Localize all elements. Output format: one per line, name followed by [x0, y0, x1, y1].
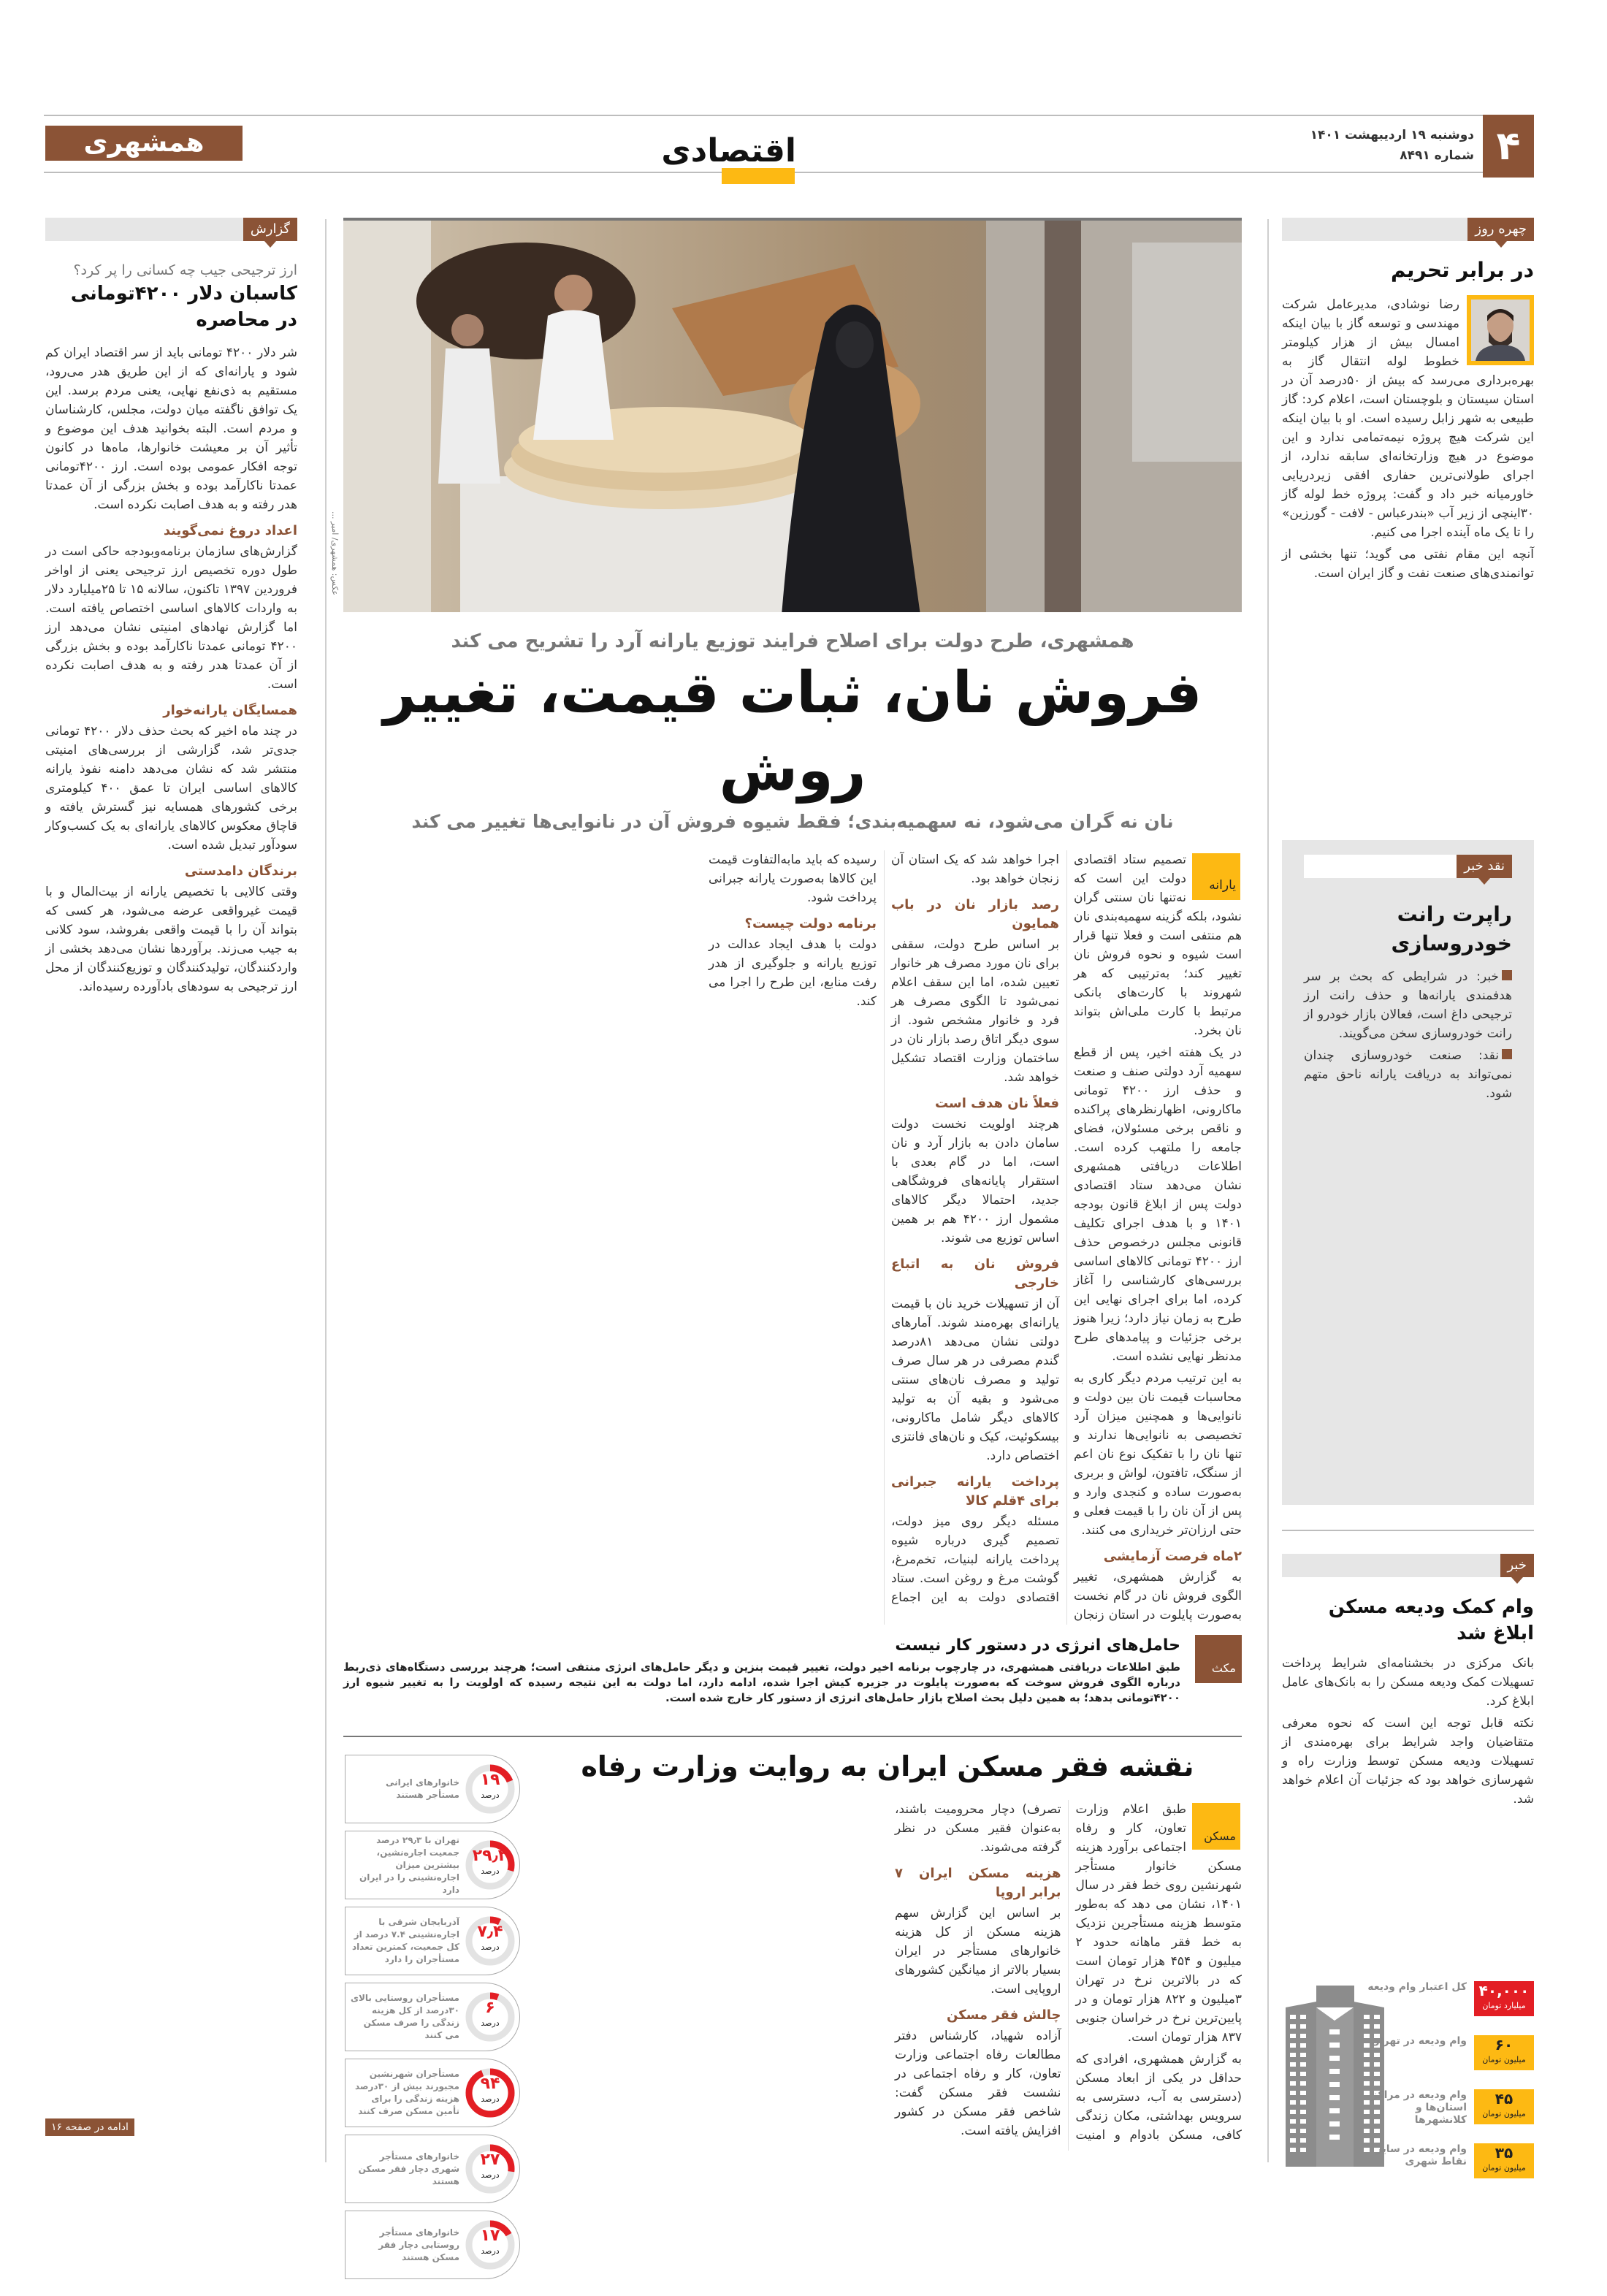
main-title: فروش نان، ثبات قیمت، تغییر روش [383, 660, 1202, 804]
stat-card [345, 1983, 520, 2051]
stat-label: مستأجران روستایی بالای ۳۰درصد از کل هزینه زندگی را صرف مسکن می کنند [350, 1993, 459, 2040]
paragraph: گزارش‌های سازمان برنامه‌وبودجه حاکی است در طول دوره تخصیص ارز ترجیحی یعنی از اواخر فروردین ۱۳۹۷ تاکنون، سالانه ۱۵ تا ۲۵میلیارد دلار به واردات کالاهای اساسی اختصاص یافته است. اما گزارش نهادهای امنیتی نشان می‌دهد ارز ۴۲۰۰ تومانی عمدتا ناکارآمد بوده و بخش بزرگی از آن عمدتا هدر رفته و به هدف اصابت نکرده است. [45, 544, 297, 692]
stat-unit: درصد [481, 2094, 500, 2104]
main-subtitle: نان نه گران می‌شود، نه سهمیه‌بندی؛ فقط شیوه فروش آن در نانوایی‌ها تغییر می کند [411, 811, 1174, 832]
subheading: فعلاً نان هدف است [934, 1096, 1059, 1111]
energy-box-title: حامل‌های انرژی در دستور کار نیست [895, 1636, 1180, 1655]
photo-credit: عکس: همشهری/ امیر ... [330, 511, 340, 596]
news-paragraph: نکته قابل توجه این است که نحوه معرفی متقاضیان واجد شرایط برای بهره‌مندی از تسهیلات ودیعه مسکن توسط وزارت راه و شهرسازی خواهد بود که جزئیات آن اعلام خواهد شد. [1282, 1716, 1534, 1807]
critique-news-text: خبر: در شرایطی که بحث بر سر هدفمندی یارانه‌ها و حذف رانت ارز ترجیحی داغ است، فعالان بازار خودرو از رانت خودروسازی سخن می‌گویند. [1304, 969, 1512, 1041]
section-logo [661, 128, 796, 179]
stat-unit: درصد [481, 2246, 500, 2256]
loan-amount-box [1474, 2143, 1534, 2178]
stat-label: مستأجران شهرنشین مجبورند بیش از ۳۰درصد هزینه زندگی را برای تأمین مسکن صرف کنند [354, 2069, 459, 2116]
news-body [1282, 1654, 1534, 1809]
main-body [343, 850, 1242, 1625]
paragraph: آن از تسهیلات خرید نان با قیمت یارانه‌ای بهره‌مند شوند. آمارهای دولتی نشان می‌دهد ۸۱درصد گندم مصرفی در هر سال صرف تولید و مصرف نان‌های سنتی می‌شود و بقیه آن به تولید کالاهای دیگر شامل ماکارونی، بیسکوئیت، کیک و نان‌های فانتزی اختصاص دارد. [891, 1297, 1059, 1463]
stat-unit: درصد [481, 2170, 500, 2180]
critique-paragraph [1304, 967, 1512, 1043]
stat-label: خانوارهای ایرانی مستأجر هستند [385, 1777, 459, 1800]
loan-unit: میلیون تومان [1482, 2055, 1526, 2064]
main-article [343, 628, 1242, 1706]
critique-body [1304, 967, 1512, 1103]
stat-unit: درصد [481, 1942, 500, 1952]
stat-label: خانوارهای مستأجر روستایی دچار فقر مسکن هستند [378, 2227, 459, 2262]
critique-section [1304, 900, 1512, 1106]
stat-unit: درصد [481, 1866, 500, 1876]
issue-date: دوشنبه ۱۹ اردیبهشت ۱۴۰۱ [1310, 128, 1474, 142]
subheading: رصد بازار نان در باب همایون [891, 897, 1059, 931]
stat-value: ۱۷ [480, 2227, 500, 2245]
stat-value: ۷٫۴ [477, 1923, 503, 1941]
pause-tag: مکث [1195, 1635, 1242, 1683]
main-body-wrap [343, 850, 1242, 1625]
loan-amount: ۶۰ [1495, 2036, 1514, 2053]
subheading: برندگان دامدستی [184, 863, 297, 879]
housing-body [533, 1800, 1242, 2151]
paragraph: مسئله دیگر روی میز دولت، تصمیم گیری درباره شیوه پرداخت یارانه لبنیات، تخم‌مرغ، گوشت مرغ و روغن است. ستاد اقتصادی دولت به این اجماع رسیده که باید مابه‌التفاوت قیمت این کالاها به‌صورت یارانه جبرانی پرداخت شود. [709, 853, 1059, 1605]
stat-unit: درصد [481, 2018, 500, 2028]
news-paragraph: بانک مرکزی در بخشنامه‌ای شرایط پرداخت تسهیلات کمک ودیعه مسکن را به بانک‌های عامل ابلاغ کرد. [1282, 1656, 1534, 1709]
paragraph: در یک هفته اخیر، پس از قطع سهمیه آرد دولتی صنف و صنعت و حذف ارز ۴۲۰۰ تومانی ماکارونی، اظهارنظرهای پراکنده و ناقص برخی مسئولان، فضای جامعه را ملتهب کرده است. اطلاعات دریافتی همشهری نشان می‌دهد ستاد اقتصادی دولت پس از ابلاغ قانون بودجه ۱۴۰۱ و با هدف اجرای تکلیف قانونی مجلس درخصوص حذف ارز ۴۲۰۰ تومانی کالاهای اساسی بررسی‌های کارشناسی را آغاز کرده، اما برای اجرای نهایی این طرح به زمان نیاز دارد؛ زیرا هنوز برخی جزئیات و پیامدهای طرح مدنظر نهایی نشده است. [1074, 1045, 1242, 1364]
column-divider [1267, 219, 1269, 2162]
loan-row [1293, 2035, 1534, 2079]
stat-value: ۲۹٫۳ [472, 1847, 508, 1865]
column-divider [325, 219, 327, 2162]
critique-title: راپرت رانت خودروسازی [1391, 902, 1512, 956]
face-section [1282, 256, 1534, 586]
face-paragraph: آنچه این مقام نفتی می گوید؛ تنها بخشی از توانمندی‌های صنعت نفت و گاز ایران است. [1282, 547, 1534, 581]
stat-value: ۹۴ [480, 2075, 500, 2093]
face-title: در برابر تحریم [1390, 258, 1534, 282]
paragraph: آزاده شهیاد، کارشناس دفتر مطالعات رفاه اجتماعی وزارت تعاون، کار و رفاه اجتماعی در نشست فقر مسکن گفت: شاخص فقر مسکن در کشور افزایش یافته است. [895, 2029, 1061, 2138]
loan-amount-box [1474, 2035, 1534, 2070]
face-tag: چهره روز [1467, 218, 1534, 241]
subheading: چالش فقر مسکن [946, 2007, 1061, 2023]
subheading: همسایگان یارانه‌خوار [163, 703, 297, 718]
report-title: کاسبان دلار ۴۲۰۰تومانی در محاصره [70, 283, 297, 331]
housing-tag: مسکن [1192, 1803, 1240, 1850]
housing-article [533, 1747, 1242, 2151]
stat-unit: درصد [481, 1790, 500, 1800]
paragraph: به این ترتیب مردم دیگر کاری به محاسبات قیمت نان بین دولت و نانوایی‌ها و همچنین میزان آرد تخصیصی به نانوایی‌ها ندارند و تنها نان را با تفکیک نوع نان اعم از سنگک، تافتون، لواش و بربری به‌صورت ساده و کنجدی وارد و پس از آن نان را با قیمت فعلی و حتی ارزان‌تر خریداری می کنند. [1074, 1371, 1242, 1538]
section-title: اقتصادی [661, 132, 796, 169]
stat-value: ۶ [485, 1999, 495, 2017]
paragraph: تصمیم ستاد اقتصادی دولت این است که نه‌تنها نان سنتی گران نشود، بلکه گزینه سهمیه‌بندی نان هم منتفی است و فعلا تنها قرار است شیوه و نحوه فروش نان تغییر کند؛ به‌ترتیبی که هر شهروند با کارت‌های بانکی مرتبط با کارت ملی‌اش بتواند نان بخرد. [1074, 853, 1242, 1038]
paragraph: بر اساس طرح دولت، سقفی برای نان مورد مصرف هر خانوار تعیین شده، اما این سقف اعلام نمی‌شود تا الگوی مصرف هر فرد و خانوار مشخص شود. از سوی دیگر اتاق رصد بازار نان در ساختمان وزارت اقتصاد تشکیل خواهد شد. [891, 937, 1059, 1085]
section-divider [343, 1736, 1242, 1737]
report-section [45, 260, 297, 999]
paragraph: وقتی کالایی با تخصیص یارانه از بیت‌المال و با قیمت غیرواقعی عرضه می‌شود، هر کسی که بتواند آن را با قیمت واقعی بفروشد، سود کلانی به جیب می‌زند. برآوردها نشان می‌دهد بخشی از واردکنندگان، تولیدکنندگان و توزیع‌کنندگان از محل ارز ترجیحی به سودهای بادآورده رسیده‌اند. [45, 885, 297, 994]
critique-review-text: نقد: صنعت خودروسازی چندان نمی‌تواند به دریافت یارانه ناحق متهم شود. [1304, 1048, 1512, 1101]
paragraph: دولت با هدف ایجاد عدالت در توزیع یارانه و جلوگیری از هدر رفت منابع، این طرح را اجرا می کند. [709, 937, 877, 1009]
critique-paragraph [1304, 1046, 1512, 1103]
loan-amount-box [1474, 2089, 1534, 2124]
bakery-photo [343, 221, 1242, 612]
stat-value: ۲۷ [480, 2151, 500, 2169]
report-kicker: ارز ترجیحی جیب چه کسانی را پر کرد؟ [73, 262, 297, 278]
face-paragraph: رضا نوشادی، مدیرعامل شرکت مهندسی و توسعه گاز با بیان اینکه امسال بیش از هزار کیلومتر خطوط لوله انتقال گاز به بهره‌برداری می‌رسد که بیش از ۵۰درصد آن در استان سیستان و بلوچستان است، اعلام کرد: گاز طبیعی به شهر زابل رسیده است. او با بیان اینکه این شرکت هیچ پروژه نیمه‌تمامی ندارد و این موضوع در هیچ وزارتخانه‌ای سابقه ندارد، از اجرای طولانی‌ترین حفاری افقی زیردریایی خاورمیانه خبر داد و گفت: پروژه خط لوله گاز ۳۰اینچی از زیر آب «بندرعباس - لافت - گورزین» را تا یک ماه آینده اجرا می کنیم. [1282, 297, 1535, 540]
paragraph: شر دلار ۴۲۰۰ تومانی باید از سر اقتصاد ایران کم شود و یارانه‌ای که از این طریق هدر می‌رود، مستقیم به ذی‌نفع نهایی، یعنی مردم برسد. این یک توافق ناگفته میان دولت، مجلس، کارشناسان و مردم است. البته بخوانید هدف این موضوع و تأثیر آن بر معیشت خانوارها، ماه‌ها در کانون توجه افکار عمومی بوده است. ارز ۴۲۰۰تومانی عمدتا ناکارآمد بوده و بخش بزرگی از آن عمدتا هدر رفته و به هدف اصابت نکرده است. [45, 346, 297, 512]
loan-row [1293, 1981, 1534, 2025]
subheading: ۲ماه فرصت آزمایشی [1103, 1549, 1242, 1564]
face-tag-bar [1282, 218, 1534, 241]
loan-label: وام ودیعه در تهران [1370, 2035, 1467, 2047]
report-tag-bar [45, 218, 297, 241]
stat-value: ۱۹ [480, 1771, 500, 1789]
report-tag: گزارش [243, 218, 297, 241]
main-photo [343, 218, 1242, 612]
loan-row [1293, 2089, 1534, 2133]
hamshahri-logo: همشهری [45, 126, 243, 161]
face-photo [1467, 295, 1534, 365]
stat-label: تهران با ۲۹٫۳ درصد جمعیت اجاره‌نشین، بیشترین میزان اجاره‌نشینی را در ایران دارد [359, 1834, 459, 1895]
stat-card [345, 1755, 520, 1823]
critique-tag: نقد خبر [1457, 855, 1512, 878]
stat-card [345, 1831, 520, 1899]
bullet-square-icon [1502, 970, 1512, 980]
loan-amount-box [1474, 1981, 1534, 2016]
news-tag-bar [1282, 1554, 1534, 1577]
stat-card [345, 2211, 520, 2279]
continued-badge: ادامه در صفحه ۱۶ [45, 2118, 134, 2136]
issue-number: شماره ۸۴۹۱ [1400, 148, 1474, 163]
stat-card [345, 2135, 520, 2203]
loan-amount: ۴۵ [1495, 2090, 1514, 2108]
loan-amount: ۳۵ [1495, 2144, 1514, 2162]
portrait-image [1471, 300, 1530, 361]
news-title: وام کمک ودیعه مسکن ابلاغ شد [1328, 1596, 1534, 1644]
stat-label: خانوارهای مستأجر شهری دچار فقر مسکن هستند [358, 2151, 459, 2186]
news-section [1282, 1594, 1534, 1812]
subheading: اعداد دروغ نمی‌گویند [163, 523, 297, 538]
energy-box [343, 1635, 1180, 1706]
subsidy-tag: یارانه [1192, 853, 1240, 900]
paragraph: بر اساس این گزارش سهم هزینه مسکن از کل هزینه خانوارهای مستأجر در ایران بسیار بالاتر از میانگین کشورهای اروپایی است. [895, 1906, 1061, 1996]
subheading: برنامه دولت چیست؟ [744, 916, 877, 931]
energy-box-text: طبق اطلاعات دریافتی همشهری، در چارچوب برنامه اخیر دولت، تغییر قیمت بنزین و دیگر حامل‌های انرژی منتفی است؛ هرچند بررسی دستگاه‌های ذی‌ربط درباره الگوی فروش سوخت که به‌صورت پایلوت در جزیره کیش اجرا شده، ادامه دارد، اما دولت به این نتیجه رسیده که اولویت را به تغییر شیوه ارز ۴۲۰۰تومانی بدهد؛ به همین دلیل بحث اصلاح بازار حامل‌های انرژی از دستور کار خارج شده است. [343, 1660, 1180, 1704]
housing-body-wrap [533, 1800, 1242, 2151]
housing-title: نقشه فقر مسکن ایران به روایت وزارت رفاه [581, 1750, 1194, 1782]
critique-tag-bar [1304, 855, 1512, 878]
stat-label: آذربایجان شرقی با اجاره‌نشینی ۷.۴ درصد از کل جمعیت، کمترین تعداد مستأجران را دارد [351, 1917, 459, 1964]
stat-card [345, 1907, 520, 1975]
stat-card [345, 2059, 520, 2127]
loan-row [1293, 2143, 1534, 2187]
paragraph: به گزارش همشهری، تغییر الگوی فروش نان در گام نخست به‌صورت پایلوت در استان زنجان اجرا خواهد شد که یک استان آن زنجان خواهد بود. [891, 853, 1242, 1622]
energy-section [343, 1635, 1242, 1706]
divider [1282, 1530, 1534, 1531]
loan-label: وام ودیعه در سایر نقاط شهری [1375, 2143, 1467, 2167]
paragraph: طبق اعلام وزارت تعاون، کار و رفاه اجتماعی برآورد هزینه مسکن خانوار مستأجر شهرنشین روی خط فقر در سال ۱۴۰۱، نشان می دهد که به‌طور متوسط هزینه مستأجرین نزدیک به خط فقر ماهانه حدود ۲ میلیون و ۴۵۴ هزار تومان است که در بالاترین نرخ در تهران ۳میلیون و ۸۲۲ هزار تومان و در پایین‌ترین نرخ در خراسان جنوبی ۸۳۷ هزار تومان است. [1075, 1802, 1243, 2045]
subheading: هزینه مسکن ایران ۷ برابر اروپا [895, 1866, 1061, 1900]
loan-label: وام ودیعه در مراکز استان‌ها و کلانشهرها [1371, 2089, 1467, 2126]
bullet-square-icon [1502, 1049, 1512, 1059]
loan-unit: میلیارد تومان [1482, 2001, 1526, 2010]
loan-unit: میلیون تومان [1482, 2109, 1526, 2118]
loan-unit: میلیون تومان [1482, 2163, 1526, 2173]
critique-box [1282, 840, 1534, 1505]
paragraph: هرچند اولویت نخست دولت سامان دادن به بازار آرد و نان است، اما در گام بعدی با استقرار پایانه‌های فروشگاهی جدید، احتمالا دیگر کالاهای مشمول ارز ۴۲۰۰ هم بر همین اساس توزیع می شوند. [891, 1117, 1060, 1246]
loan-amount: ۴۰,۰۰۰ [1478, 1982, 1530, 1999]
subheading: فروش نان به اتباع خارجی [891, 1256, 1059, 1291]
paragraph: در چند ماه اخیر که بحث حذف دلار ۴۲۰۰ تومانی جدی‌تر شد، گزارشی از بررسی‌های امنیتی منتشر شد که نشان می‌دهد دامنه نفوذ یارانه کالاهای اساسی ایران تا عمق ۴۰۰ کیلومتری برخی کشورهای همسایه نیز گسترش یافته و قاچاق معکوس کالاهای یارانه‌ای به یک کسب‌وکار سودآور تبدیل شده است. [45, 724, 297, 853]
paragraph: به گزارش همشهری، افرادی که حداقل در یکی از ابعاد مسکن (دسترسی به آب، دسترسی به سرویس بهداشتی، مکان زندگی کافی، مسکن بادوام و امنیت تصرف) دچار محرومیت باشند، به‌عنوان فقیر مسکن در نظر گرفته می‌شوند. [895, 1802, 1242, 2143]
subheading: پرداخت یارانه جبرانی برای ۴قلم کالا [891, 1474, 1059, 1509]
loan-label: کل اعتبار وام ودیعه [1367, 1981, 1467, 1993]
header-top-rule [44, 115, 1534, 116]
report-body [45, 343, 297, 996]
news-tag: خبر [1500, 1554, 1535, 1577]
main-kicker: همشهری، طرح دولت برای اصلاح فرایند توزیع یارانه آرد را تشریح می کند [451, 630, 1134, 652]
page-number: ۴ [1483, 115, 1534, 178]
